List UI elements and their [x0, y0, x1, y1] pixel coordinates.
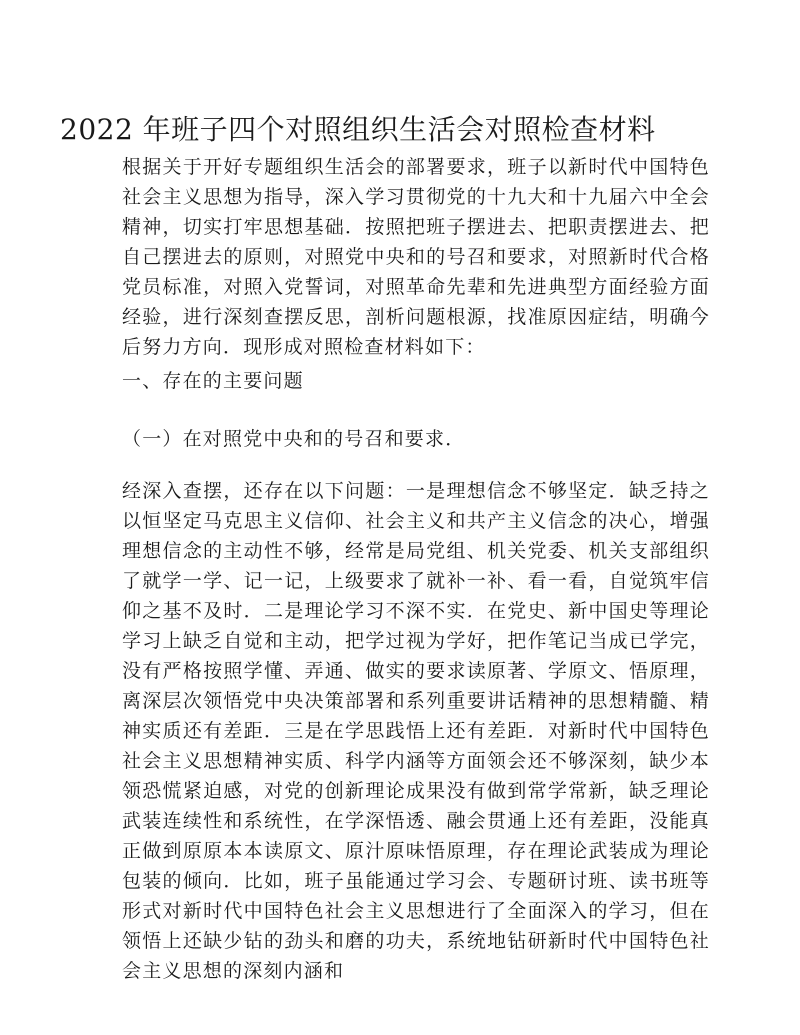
section-heading-problems: 一、存在的主要问题 — [122, 370, 304, 392]
document-title: 2022 年班子四个对照组织生活会对照检查材料 — [60, 113, 656, 146]
subsection-heading-party-central: （一）在对照党中央和的号召和要求． — [122, 428, 466, 450]
problems-paragraph: 经深入查摆，还存在以下问题：一是理想信念不够坚定．缺乏持之以恒坚定马克思主义信仰、社会主义和共产主义信念的决心，增强理想信念的主动性不够，经常是局党组、机关党委、机关支部组织了就学一学、记一记，上级要求了就补一补、看一看，自觉筑牢信仰之基不及时．二是理论学习不深不实．在党史、新中国史等理论学习上缺乏自觉和主动，把学过视为学好，把作笔记当成已学完，没有严格按照学懂、弄通、做实的要求读原著、学原文、悟原理，离深层次领悟党中央决策部署和系列重要讲话精神的思想精髓、精神实质还有差距．三是在学思践悟上还有差距．对新时代中国特色社会主义思想精神实质、科学内涵等方面领会还不够深刻，缺少本领恐慌紧迫感，对党的创新理论成果没有做到常学常新，缺乏理论武装连续性和系统性，在学深悟透、融会贯通上还有差距，没能真正做到原原本本读原文、原汁原味悟原理，存在理论武装成为理论包装的倾向．比如，班子虽能通过学习会、专题研讨班、读书班等形式对新时代中国特色社会主义思想进行了全面深入的学习，但在领悟上还缺少钻的劲头和磨的功夫，系统地钻研新时代中国特色社会主义思想的深刻内涵和 — [122, 480, 710, 982]
intro-paragraph: 根据关于开好专题组织生活会的部署要求，班子以新时代中国特色社会主义思想为指导，深入学习贯彻党的十九大和十九届六中全会精神，切实打牢思想基础．按照把班子摆进去、把职责摆进去、把自己摆进去的原则，对照党中央和的号召和要求，对照新时代合格党员标准，对照入党誓词，对照革命先辈和先进典型方面经验方面经验，进行深刻查摆反思，剖析问题根源，找准原因症结，明确今后努力方向．现形成对照检查材料如下： — [122, 156, 710, 358]
